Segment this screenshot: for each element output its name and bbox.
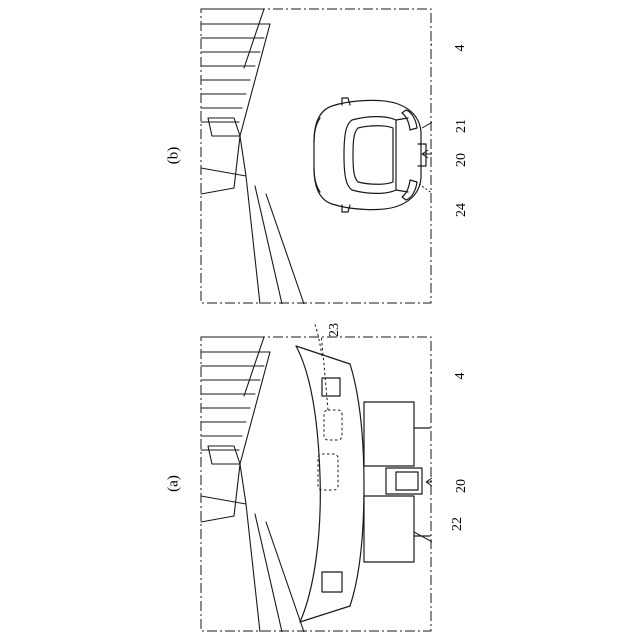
callout-20-a: 20 — [454, 479, 469, 493]
callout-4-bottom: 4 — [453, 372, 468, 380]
callout-24: 24 — [454, 203, 469, 217]
callout-22: 22 — [450, 517, 465, 531]
callout-4-top: 4 — [453, 44, 468, 52]
panel-a-drawing — [200, 336, 432, 632]
panel-a — [200, 336, 432, 632]
callout-23: 23 — [327, 323, 342, 337]
panel-b — [200, 8, 432, 304]
callout-21: 21 — [454, 119, 469, 133]
panel-b-drawing — [200, 8, 432, 304]
panel-b-label: (b) — [165, 146, 182, 165]
panel-a-label: (a) — [165, 475, 182, 492]
callout-20-b: 20 — [454, 153, 469, 167]
